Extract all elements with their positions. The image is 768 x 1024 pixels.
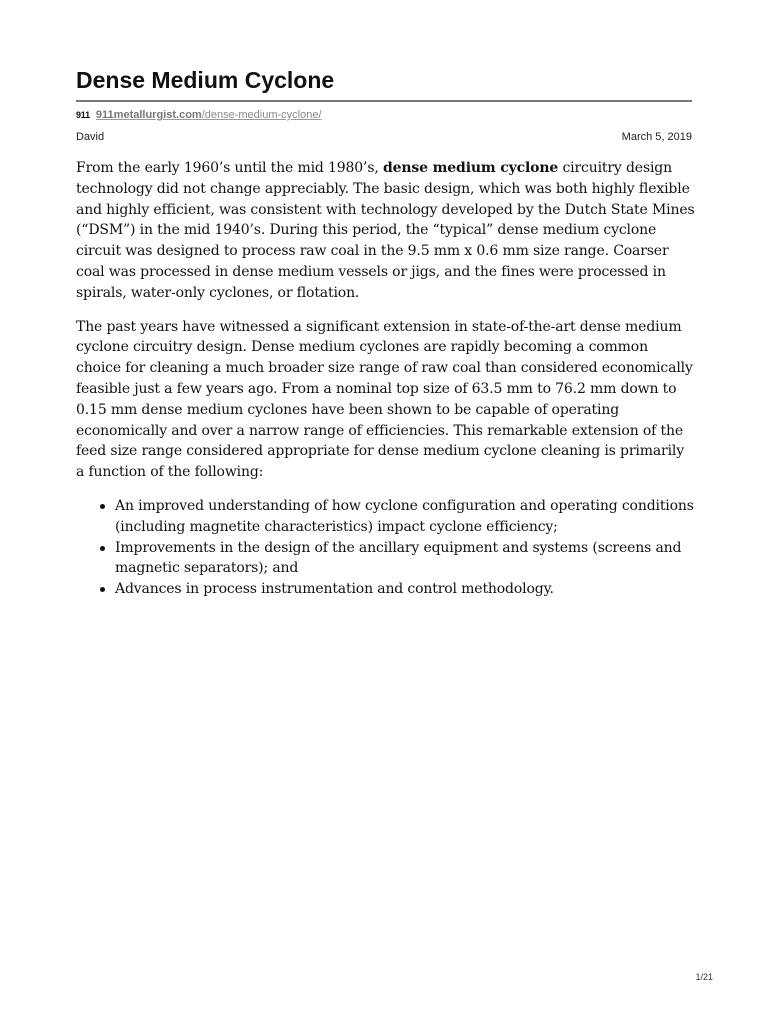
page-title: Dense Medium Cyclone — [76, 67, 335, 93]
author: David — [76, 131, 105, 143]
source-link[interactable] — [96, 107, 322, 123]
page-number: 1/21 — [695, 972, 713, 982]
publish-date: March 5, 2019 — [621, 131, 692, 143]
title-divider — [76, 100, 692, 102]
paragraph-1-end: circuitry design technology did not change appreciably. The basic design, which was both highly flexible and highly efficient, was consistent with technology developed by the Dutch State Mines (“DSM”) in the mid 1940’s. During this period, the “typical” dense medium cyclone circuit was designed to process raw coal in the 9.5 mm x 0.6 mm size range. Coarser coal was processed in dense medium vessels or jigs, and the fines were processed in spirals, water-only cyclones, or flotation. — [76, 160, 695, 301]
list-item: Improvements in the design of the ancillary equipment and systems (screens and magnetic separators); and — [115, 538, 696, 580]
article-body — [76, 158, 696, 600]
list-item: Advances in process instrumentation and control methodology. — [115, 579, 696, 600]
paragraph-1-start: From the early 1960’s until the mid 1980’s, — [76, 160, 383, 176]
source-line — [76, 107, 322, 123]
source-path: /dense-medium-cyclone/ — [201, 109, 322, 121]
source-domain: 911metallurgist.com — [95, 109, 202, 121]
paragraph-1-bold-term: dense medium cyclone — [383, 160, 559, 176]
bullet-list — [76, 496, 696, 600]
site-logo: 911 — [76, 110, 90, 120]
list-item: An improved understanding of how cyclone configuration and operating conditions (including magnetite characteristics) impact cyclone efficiency; — [115, 496, 696, 538]
paragraph-1 — [76, 158, 696, 304]
paragraph-2: The past years have witnessed a significant extension in state-of-the-art dense medium cyclone circuitry design. Dense medium cyclones are rapidly becoming a common choice for cleaning a much broader size range of raw coal than considered economically feasible just a few years ago. From a nominal top size of 63.5 mm to 76.2 mm down to 0.15 mm dense medium cyclones have been shown to be capable of operating economically and over a narrow range of efficiencies. This remarkable extension of the feed size range considered appropriate for dense medium cyclone cleaning is primarily a function of the following: — [76, 318, 693, 481]
